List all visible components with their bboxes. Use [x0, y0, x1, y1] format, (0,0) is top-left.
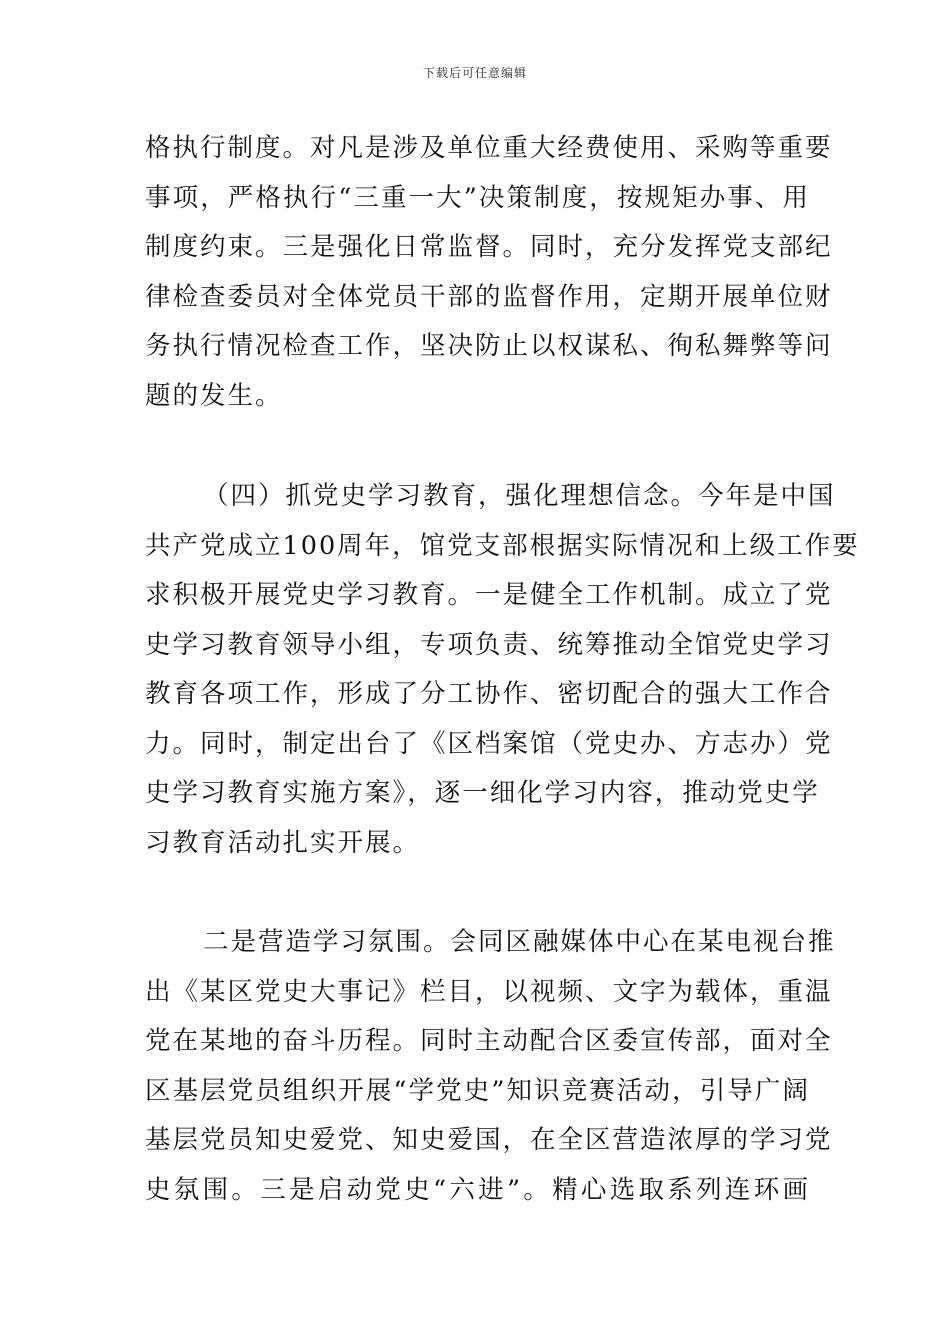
page-header: 下载后可任意编辑 — [422, 66, 527, 80]
paragraph-1 — [145, 124, 833, 421]
text-line: 格执行制度。对凡是涉及单位重大经费使用、采购等重要 — [145, 133, 833, 163]
text-line: 史学习教育实施方案》，逐一细化学习内容，推动党史学 — [145, 778, 820, 808]
text-line: 制度约束。三是强化日常监督。同时，充分发挥党支部纪 — [145, 232, 833, 262]
text-line: 史学习教育领导小组，专项负责、统筹推动全馆党史学习 — [145, 629, 833, 660]
text-line: 基层党员知史爱党、知史爱国，在全区营造浓厚的学习党 — [145, 1125, 833, 1155]
text-line: 题的发生。 — [145, 380, 283, 411]
text-line: 党在某地的奋斗历程。同时主动配合区委宣传部，面对全 — [145, 1026, 833, 1056]
paragraph-2 — [145, 472, 860, 868]
paragraph-3 — [145, 918, 836, 1215]
text-line: 习教育活动扎实开展。 — [145, 827, 421, 858]
text-line: 力。同时，制定出台了《区档案馆（党史办、方志办）党 — [145, 728, 833, 759]
text-line: 教育各项工作，形成了分工协作、密切配合的强大工作合 — [145, 679, 833, 709]
text-line: 二是营造学习氛围。会同区融媒体中心在某电视台推 — [203, 927, 836, 957]
text-line: 求积极开展党史学习教育。一是健全工作机制。成立了党 — [145, 580, 833, 610]
text-line: 区基层党员组织开展“学党史”知识竞赛活动，引导广阔 — [145, 1075, 810, 1106]
text-line: 共产党成立100周年，馆党支部根据实际情况和上级工作要 — [145, 530, 860, 561]
text-line: 事项，严格执行“三重一大”决策制度，按规矩办事、用 — [145, 182, 810, 213]
text-line: 务执行情况检查工作，坚决防止以权谋私、徇私舞弊等问 — [145, 331, 833, 361]
text-line: 史氛围。三是启动党史“六进”。精心选取系列连环画 — [145, 1174, 810, 1205]
text-line: （四）抓党史学习教育，强化理想信念。今年是中国 — [203, 481, 836, 511]
text-line: 出《某区党史大事记》栏目，以视频、文字为载体，重温 — [145, 976, 833, 1007]
text-line: 律检查委员对全体党员干部的监督作用，定期开展单位财 — [145, 281, 833, 312]
